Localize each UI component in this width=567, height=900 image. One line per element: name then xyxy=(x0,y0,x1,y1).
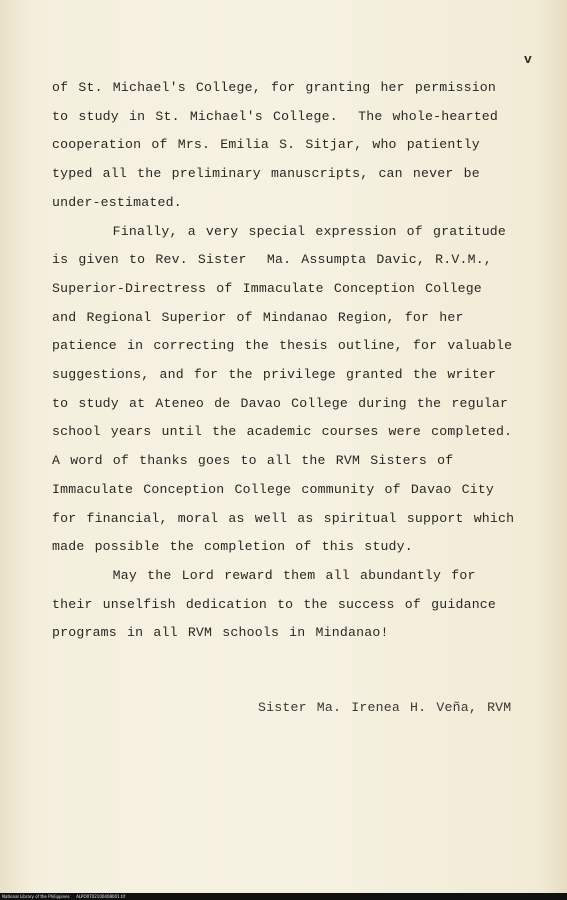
body-line: cooperation of Mrs. Emilia S. Sitjar, who patiently xyxy=(52,137,480,153)
body-line: A word of thanks goes to all the RVM Sisters of xyxy=(52,453,454,469)
body-line: programs in all RVM schools in Mindanao! xyxy=(52,625,389,641)
body-line: school years until the academic courses were completed. xyxy=(52,424,513,440)
body-line: made possible the completion of this study. xyxy=(52,539,413,555)
body-line: to study at Ateneo de Davao College during the regular xyxy=(52,395,509,411)
body-line: patience in correcting the thesis outline, for valuable xyxy=(52,338,513,354)
body-line: their unselfish dedication to the success of guidance xyxy=(52,596,497,612)
scan-footer-text: National Library of the Philippines ALPO0702100408001.tif xyxy=(2,894,126,899)
signature: Sister Ma. Irenea H. Veña, RVM xyxy=(258,700,512,715)
acknowledgment-body xyxy=(52,74,552,648)
body-line: Finally, a very special expression of gratitude xyxy=(52,223,507,239)
scan-footer-strip xyxy=(0,893,567,900)
body-line: Superior-Directress of Immaculate Conception College xyxy=(52,280,482,296)
body-line: May the Lord reward them all abundantly for xyxy=(52,567,476,583)
body-line: suggestions, and for the privilege granted the writer xyxy=(52,367,497,383)
body-line: typed all the preliminary manuscripts, can never be xyxy=(52,166,480,182)
body-line: to study in St. Michael's College. The whole-hearted xyxy=(52,108,499,124)
body-line: is given to Rev. Sister Ma. Assumpta Davic, R.V.M., xyxy=(52,252,492,268)
body-line: Immaculate Conception College community of Davao City xyxy=(52,481,495,497)
body-line: and Regional Superior of Mindanao Region, for her xyxy=(52,309,464,325)
body-line: under-estimated. xyxy=(52,194,182,210)
body-line: of St. Michael's College, for granting her permission xyxy=(52,80,497,95)
body-line: for financial, moral as well as spiritual support which xyxy=(52,510,515,526)
page-number: v xyxy=(524,52,532,67)
